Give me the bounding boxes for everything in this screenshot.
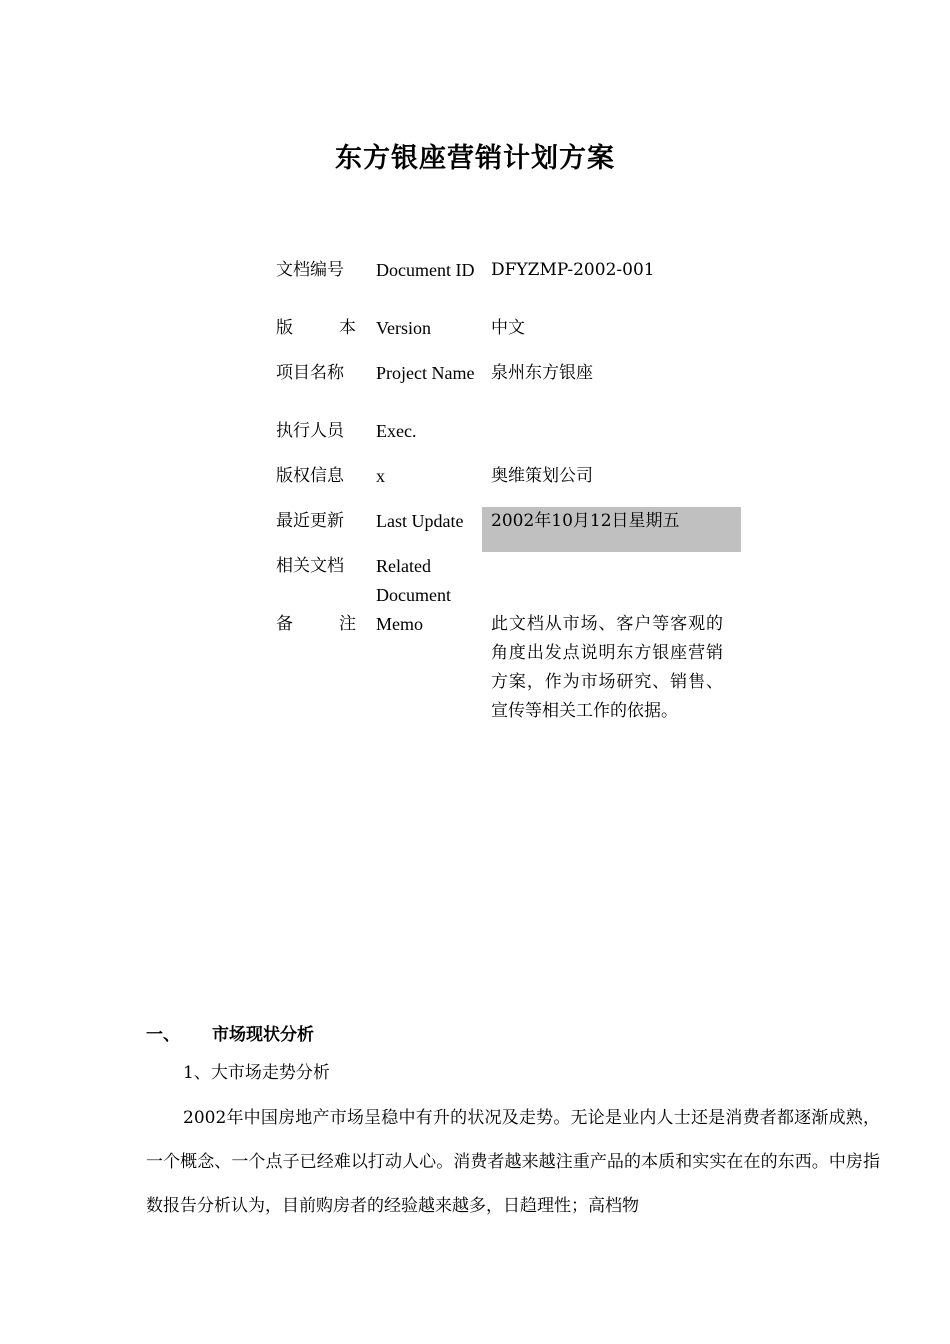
info-label-cn: 文档编号 (276, 260, 344, 280)
body-paragraph: 2002年中国房地产市场呈稳中有升的状况及走势。无论是业内人士还是消费者都逐渐成熟，一个概念、一个点子已经难以打动人心。消费者越来越注重产品的本质和实实在在的东西。中房指数报告分析认为，目前购房者的经验越来越多，日趋理性；高档物 (146, 1108, 880, 1216)
info-value: 中文 (491, 318, 525, 338)
info-label-en: Related Document (376, 556, 451, 605)
section-number: 一、 (146, 1025, 180, 1045)
info-label-en: Document ID (376, 260, 475, 280)
info-label-en: x (376, 466, 385, 486)
subsection-heading: 1、大市场走势分析 (183, 1063, 330, 1083)
info-label-en: Project Name (376, 363, 475, 383)
info-value: DFYZMP-2002-001 (491, 260, 655, 280)
info-label-cn: 备 注 (276, 614, 356, 634)
info-label-en: Version (376, 318, 431, 338)
info-label-cn: 项目名称 (276, 363, 344, 383)
info-label-en: Last Update (376, 511, 464, 531)
info-label-cn: 相关文档 (276, 556, 344, 576)
info-label-cn: 执行人员 (276, 421, 344, 441)
section-title: 市场现状分析 (212, 1025, 314, 1045)
info-label-en: Memo (376, 614, 423, 634)
info-value: 2002年10月12日星期五 (491, 511, 680, 531)
document-title: 东方银座营销计划方案 (335, 143, 615, 174)
info-label-en: Exec. (376, 421, 417, 441)
info-value: 泉州东方银座 (491, 363, 593, 383)
section-heading (146, 1020, 314, 1045)
info-label-cn: 版权信息 (276, 466, 344, 486)
info-row-document-id (270, 256, 750, 314)
info-value: 此文档从市场、客户等客观的角度出发点说明东方银座营销方案，作为市场研究、销售、宣传等相关工作的依据。 (491, 614, 723, 721)
info-label-cn: 版 本 (276, 318, 356, 338)
info-label-cn: 最近更新 (276, 511, 344, 531)
info-value: 奥维策划公司 (491, 466, 593, 486)
